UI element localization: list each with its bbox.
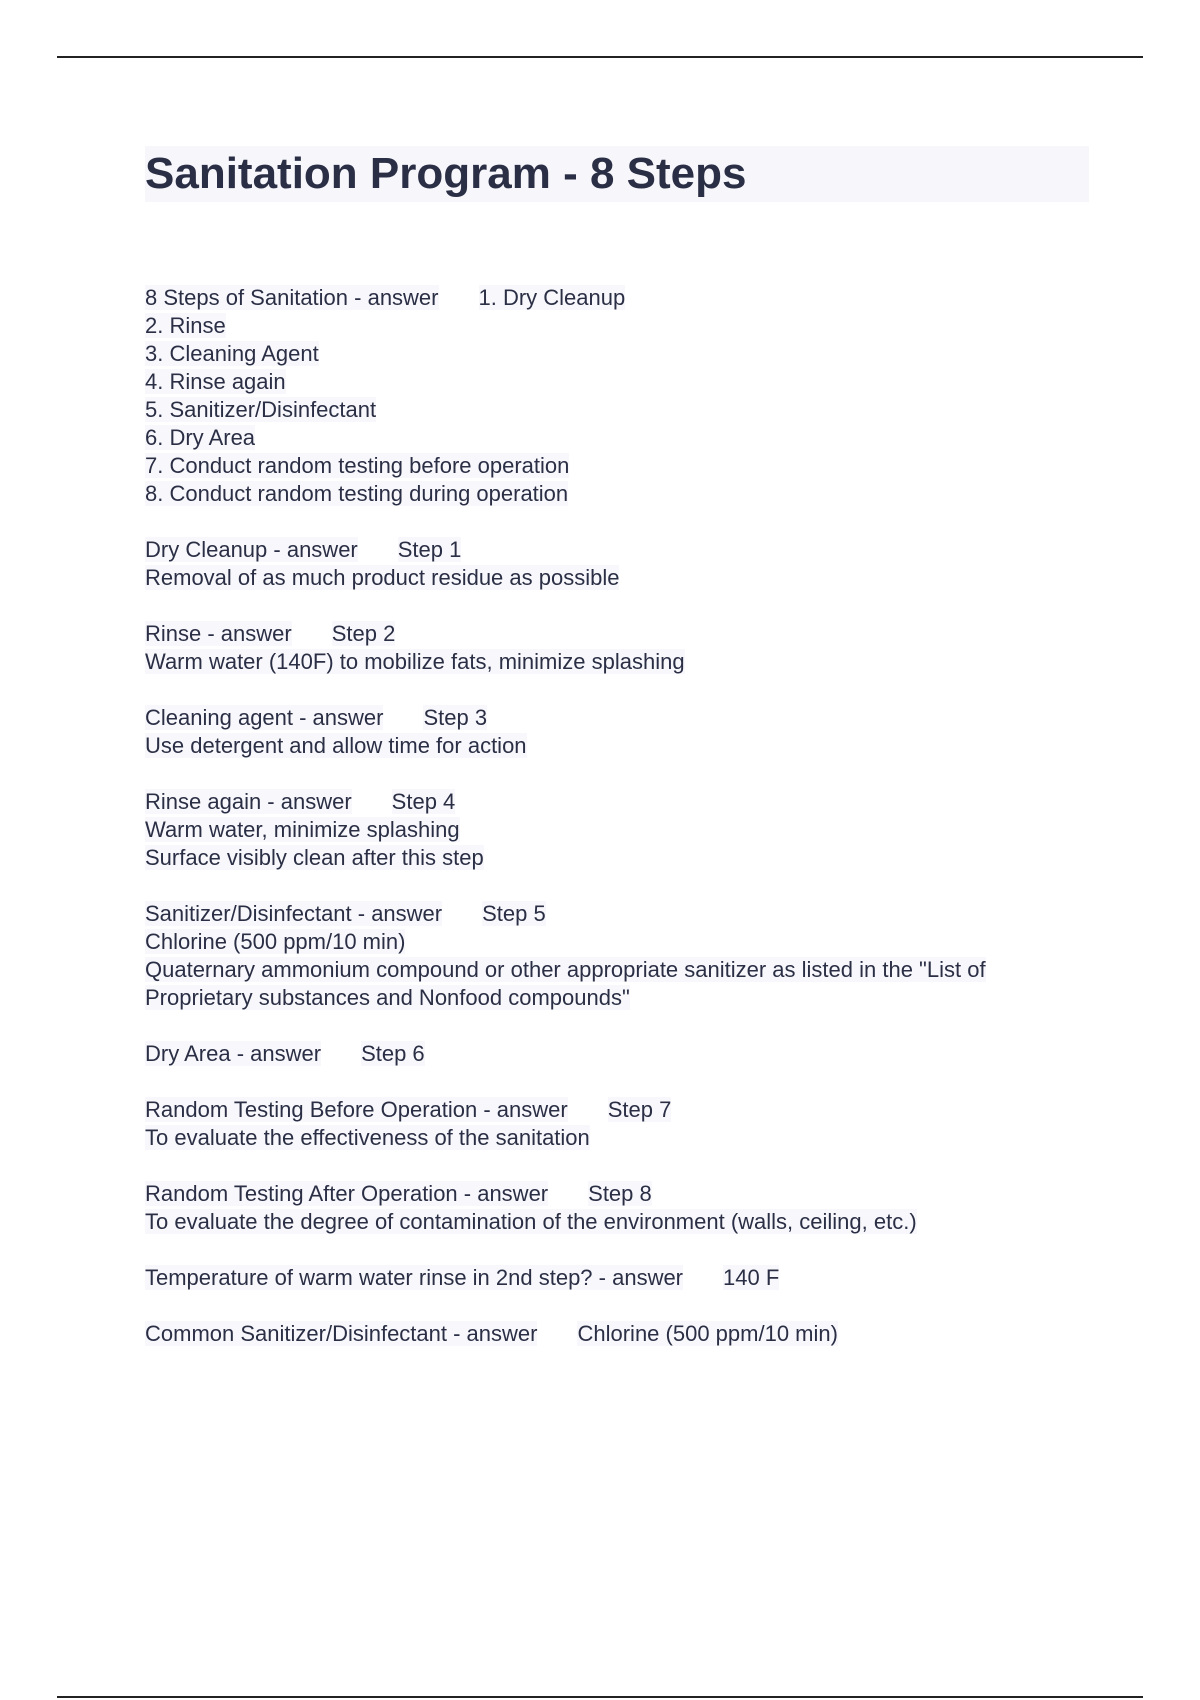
qa-entry bbox=[145, 900, 1090, 1012]
answer-line bbox=[145, 984, 1090, 1012]
qa-entry bbox=[145, 536, 1090, 592]
question-text: Rinse - answer bbox=[145, 621, 292, 646]
qa-entry bbox=[145, 284, 1090, 508]
qa-entry bbox=[145, 704, 1090, 760]
question-text: Dry Area - answer bbox=[145, 1041, 322, 1066]
bottom-rule bbox=[57, 1696, 1143, 1698]
question-text: Dry Cleanup - answer bbox=[145, 537, 358, 562]
answer-line bbox=[145, 424, 1090, 452]
qa-first-line bbox=[145, 900, 1090, 928]
answer-line bbox=[145, 928, 1090, 956]
question-text: Random Testing Before Operation - answer bbox=[145, 1097, 568, 1122]
answer-text: 2. Rinse bbox=[145, 313, 226, 338]
qa-first-line bbox=[145, 1180, 1090, 1208]
page-title: Sanitation Program - 8 Steps bbox=[145, 149, 747, 198]
question-text: Temperature of warm water rinse in 2nd step? - answer bbox=[145, 1265, 684, 1290]
qa-first-line bbox=[145, 1040, 1090, 1068]
top-rule bbox=[57, 56, 1143, 58]
answer-line bbox=[145, 452, 1090, 480]
answer-text: Removal of as much product residue as possible bbox=[145, 565, 620, 590]
qa-entry bbox=[145, 1040, 1090, 1068]
answer-line bbox=[145, 1208, 1090, 1236]
answer-text: Chlorine (500 ppm/10 min) bbox=[577, 1321, 838, 1346]
answer-line bbox=[145, 368, 1090, 396]
question-text: 8 Steps of Sanitation - answer bbox=[145, 285, 439, 310]
qa-first-line bbox=[145, 620, 1090, 648]
qa-first-line bbox=[145, 704, 1090, 732]
qa-entry bbox=[145, 1320, 1090, 1348]
answer-text: Use detergent and allow time for action bbox=[145, 733, 527, 758]
answer-text: Step 4 bbox=[391, 789, 456, 814]
qa-entry bbox=[145, 620, 1090, 676]
answer-line bbox=[145, 956, 1090, 984]
answer-line bbox=[145, 564, 1090, 592]
qa-entry bbox=[145, 1264, 1090, 1292]
answer-text: Quaternary ammonium compound or other appropriate sanitizer as listed in the "List of bbox=[145, 957, 986, 982]
qa-entry bbox=[145, 1096, 1090, 1152]
answer-text: 5. Sanitizer/Disinfectant bbox=[145, 397, 377, 422]
question-text: Random Testing After Operation - answer bbox=[145, 1181, 549, 1206]
answer-line bbox=[145, 1124, 1090, 1152]
answer-text: To evaluate the degree of contamination of the environment (walls, ceiling, etc.) bbox=[145, 1209, 917, 1234]
answer-text: Surface visibly clean after this step bbox=[145, 845, 484, 870]
answer-text: Warm water (140F) to mobilize fats, minimize splashing bbox=[145, 649, 685, 674]
answer-text: 6. Dry Area bbox=[145, 425, 256, 450]
qa-entry bbox=[145, 788, 1090, 872]
title-banner bbox=[145, 146, 1089, 202]
answer-text: 4. Rinse again bbox=[145, 369, 286, 394]
qa-list bbox=[145, 284, 1090, 1348]
answer-text: 3. Cleaning Agent bbox=[145, 341, 319, 366]
question-text: Rinse again - answer bbox=[145, 789, 352, 814]
question-text: Common Sanitizer/Disinfectant - answer bbox=[145, 1321, 538, 1346]
answer-text: Step 7 bbox=[607, 1097, 672, 1122]
answer-line bbox=[145, 648, 1090, 676]
answer-text: 7. Conduct random testing before operation bbox=[145, 453, 570, 478]
answer-text: Warm water, minimize splashing bbox=[145, 817, 460, 842]
answer-text: Step 3 bbox=[423, 705, 488, 730]
answer-text: Step 1 bbox=[397, 537, 462, 562]
answer-line bbox=[145, 312, 1090, 340]
answer-text: Proprietary substances and Nonfood compounds" bbox=[145, 985, 630, 1010]
answer-text: Step 2 bbox=[331, 621, 396, 646]
answer-text: Chlorine (500 ppm/10 min) bbox=[145, 929, 406, 954]
answer-line bbox=[145, 396, 1090, 424]
answer-text: Step 8 bbox=[588, 1181, 652, 1206]
question-text: Cleaning agent - answer bbox=[145, 705, 384, 730]
answer-line bbox=[145, 340, 1090, 368]
answer-text: Step 6 bbox=[361, 1041, 425, 1066]
qa-entry bbox=[145, 1180, 1090, 1236]
answer-text: Step 5 bbox=[482, 901, 546, 926]
answer-text: To evaluate the effectiveness of the sanitation bbox=[145, 1125, 590, 1150]
qa-first-line bbox=[145, 1096, 1090, 1124]
document-body bbox=[145, 146, 1090, 1376]
answer-line bbox=[145, 844, 1090, 872]
qa-first-line bbox=[145, 284, 1090, 312]
qa-first-line bbox=[145, 1264, 1090, 1292]
question-text: Sanitizer/Disinfectant - answer bbox=[145, 901, 443, 926]
qa-first-line bbox=[145, 788, 1090, 816]
answer-text: 1. Dry Cleanup bbox=[478, 285, 626, 310]
qa-first-line bbox=[145, 1320, 1090, 1348]
answer-text: 8. Conduct random testing during operation bbox=[145, 481, 569, 506]
qa-first-line bbox=[145, 536, 1090, 564]
answer-line bbox=[145, 732, 1090, 760]
answer-line bbox=[145, 480, 1090, 508]
answer-text: 140 F bbox=[723, 1265, 780, 1290]
answer-line bbox=[145, 816, 1090, 844]
